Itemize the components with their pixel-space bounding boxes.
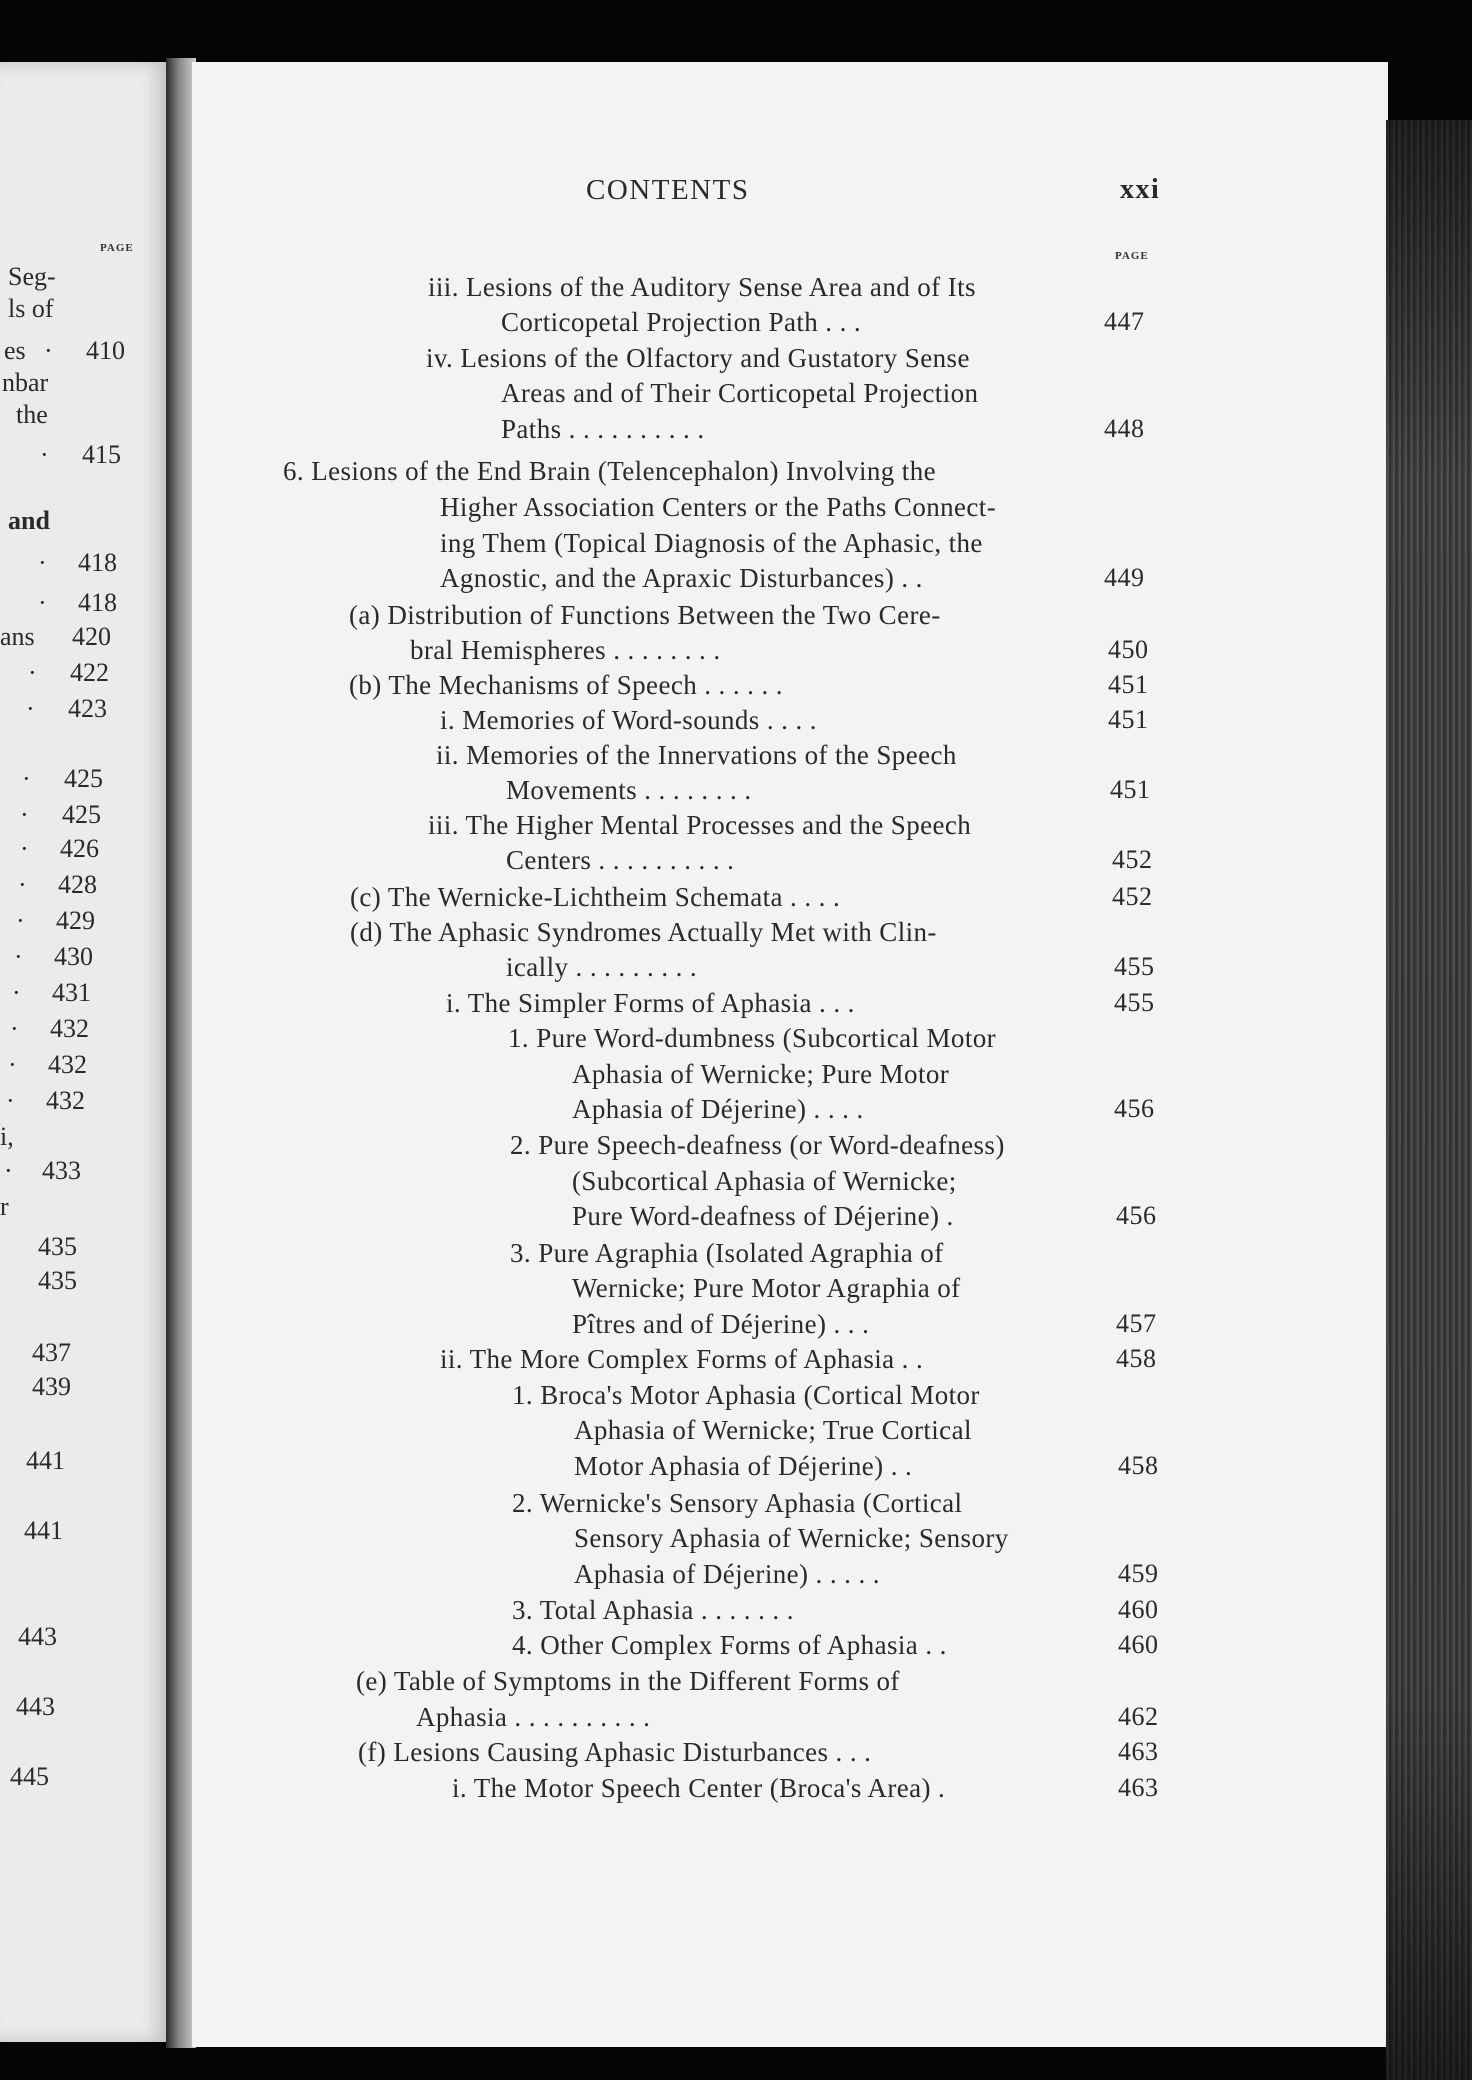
page-column-label: PAGE <box>1115 250 1149 262</box>
left-page-fragment: ans <box>0 622 35 651</box>
left-page-number: 423 <box>68 694 107 723</box>
entry-page-number: 457 <box>1116 1309 1157 1338</box>
left-page-number: 432 <box>46 1086 85 1115</box>
page-edge-shadow <box>1386 120 1472 2080</box>
left-page-number: 435 <box>38 1232 77 1261</box>
entry-line: 3. Pure Agraphia (Isolated Agraphia of <box>510 1238 944 1268</box>
left-page-number: 430 <box>54 942 93 971</box>
left-page-number: 415 <box>82 440 121 469</box>
entry-line: iii. The Higher Mental Processes and the Speech <box>428 810 972 840</box>
entry-line: 3. Total Aphasia . . . . . . . <box>512 1595 794 1625</box>
entry-page-number: 459 <box>1118 1559 1159 1588</box>
entry-page-number: 458 <box>1116 1344 1157 1373</box>
left-page-number: 441 <box>26 1446 65 1475</box>
entry-line: i. The Simpler Forms of Aphasia . . . <box>446 988 855 1018</box>
left-page-fragment: ls of <box>8 294 54 323</box>
entry-page-number: 450 <box>1108 635 1149 664</box>
left-page-number: 441 <box>24 1516 63 1545</box>
left-page-number: 435 <box>38 1266 77 1295</box>
left-page-number: 437 <box>32 1338 71 1367</box>
left-page-leader: · <box>20 834 29 863</box>
entry-page-number: 458 <box>1118 1451 1159 1480</box>
left-page-number: 425 <box>64 764 103 793</box>
left-page-leader: · <box>40 440 49 469</box>
entry-page-number: 455 <box>1114 988 1155 1017</box>
left-page-fragment: i, <box>0 1122 14 1151</box>
entry-page-number: 455 <box>1114 952 1155 981</box>
left-page-column-label: PAGE <box>100 242 134 254</box>
left-page-leader: · <box>12 978 21 1007</box>
entry-line: Agnostic, and the Apraxic Disturbances) . . <box>440 563 923 593</box>
entry-line: ing Them (Topical Diagnosis of the Aphasic, the <box>440 528 983 558</box>
entry-line: Pîtres and of Déjerine) . . . <box>572 1309 870 1339</box>
left-page-leader: · <box>18 870 27 899</box>
left-page-number: 410 <box>86 336 125 365</box>
entry-line: iii. Lesions of the Auditory Sense Area and of Its <box>428 272 976 302</box>
left-page-number: 432 <box>50 1014 89 1043</box>
left-page-leader: · <box>6 1086 15 1115</box>
entry-line: Wernicke; Pure Motor Agraphia of <box>572 1273 961 1303</box>
left-page-leader: · <box>38 548 47 577</box>
entry-page-number: 447 <box>1104 307 1145 336</box>
entry-page-number: 452 <box>1112 882 1153 911</box>
entry-line: (Subcortical Aphasia of Wernicke; <box>572 1166 957 1196</box>
entry-page-number: 463 <box>1118 1737 1159 1766</box>
entry-line: i. Memories of Word-sounds . . . . <box>440 705 817 735</box>
entry-line: Sensory Aphasia of Wernicke; Sensory <box>574 1523 1009 1553</box>
left-page-number: 418 <box>78 588 117 617</box>
entry-page-number: 463 <box>1118 1773 1159 1802</box>
left-page-number: 431 <box>52 978 91 1007</box>
entry-line: 2. Wernicke's Sensory Aphasia (Cortical <box>512 1488 963 1518</box>
entry-page-number: 451 <box>1108 670 1149 699</box>
entry-line: (d) The Aphasic Syndromes Actually Met with Clin- <box>350 917 937 947</box>
entry-line: Higher Association Centers or the Paths Connect- <box>440 492 997 522</box>
left-page-leader: · <box>28 658 37 687</box>
entry-line: (f) Lesions Causing Aphasic Disturbances . . . <box>358 1737 872 1767</box>
entry-line: Aphasia of Déjerine) . . . . . <box>574 1559 880 1589</box>
left-page-leader: · <box>8 1050 17 1079</box>
entry-page-number: 456 <box>1114 1094 1155 1123</box>
left-page-number: 443 <box>18 1622 57 1651</box>
left-page-number: 420 <box>72 622 111 651</box>
entry-line: 6. Lesions of the End Brain (Telencephalon) Involving the <box>283 456 936 486</box>
entry-line: 2. Pure Speech-deafness (or Word-deafness) <box>510 1130 1005 1160</box>
entry-line: Aphasia of Déjerine) . . . . <box>572 1094 864 1124</box>
entry-line: (b) The Mechanisms of Speech . . . . . . <box>349 670 783 700</box>
entry-line: 1. Pure Word-dumbness (Subcortical Motor <box>508 1023 997 1053</box>
left-page-number: 429 <box>56 906 95 935</box>
entry-page-number: 462 <box>1118 1702 1159 1731</box>
left-page-fragment: the <box>16 400 48 429</box>
left-page-number: 422 <box>70 658 109 687</box>
entry-line: 1. Broca's Motor Aphasia (Cortical Motor <box>512 1380 980 1410</box>
entry-page-number: 460 <box>1118 1595 1159 1624</box>
left-page-fragment: nbar <box>2 368 49 397</box>
entry-line: (a) Distribution of Functions Between the Two Cere- <box>349 600 941 630</box>
entry-line: (e) Table of Symptoms in the Different Forms of <box>356 1666 900 1696</box>
left-page-number: 445 <box>10 1762 49 1791</box>
left-page-fragment: es <box>4 336 26 365</box>
entry-line: Movements . . . . . . . . <box>506 775 752 805</box>
left-page-number: 432 <box>48 1050 87 1079</box>
entry-line: Motor Aphasia of Déjerine) . . <box>574 1451 913 1481</box>
left-page-leader: · <box>4 1156 13 1185</box>
left-page-leader: · <box>26 694 35 723</box>
entry-line: Pure Word-deafness of Déjerine) . <box>572 1201 954 1231</box>
left-page-number: 439 <box>32 1372 71 1401</box>
entry-line: ii. Memories of the Innervations of the Speech <box>436 740 957 770</box>
entry-page-number: 456 <box>1116 1201 1157 1230</box>
entry-line: Aphasia of Wernicke; True Cortical <box>574 1415 972 1445</box>
left-page-fragment: Seg- <box>8 262 56 291</box>
entry-line: Aphasia . . . . . . . . . . <box>416 1702 651 1732</box>
left-page-leader: · <box>16 906 25 935</box>
entry-line: (c) The Wernicke-Lichtheim Schemata . . . . <box>350 882 841 912</box>
left-page-fragment: r <box>0 1192 9 1221</box>
left-page-leader: · <box>38 588 47 617</box>
entry-line: Centers . . . . . . . . . . <box>506 845 735 875</box>
left-page-number: 418 <box>78 548 117 577</box>
left-page-number: 425 <box>62 800 101 829</box>
entry-line: bral Hemispheres . . . . . . . . <box>410 635 721 665</box>
entry-line: Corticopetal Projection Path . . . <box>501 307 862 337</box>
page-folio: xxi <box>1120 174 1161 205</box>
left-page-fragment: and <box>8 506 50 535</box>
left-page-leader: · <box>10 1014 19 1043</box>
entry-line: ii. The More Complex Forms of Aphasia . . <box>440 1344 924 1374</box>
left-page-number: 443 <box>16 1692 55 1721</box>
entry-page-number: 449 <box>1104 563 1145 592</box>
entry-line: Areas and of Their Corticopetal Projection <box>501 378 979 408</box>
left-page-leader: · <box>22 764 31 793</box>
entry-page-number: 460 <box>1118 1630 1159 1659</box>
left-page-leader: · <box>14 942 23 971</box>
entry-line: 4. Other Complex Forms of Aphasia . . <box>512 1630 947 1660</box>
running-head-title: CONTENTS <box>586 174 750 206</box>
entry-page-number: 451 <box>1110 775 1151 804</box>
entry-page-number: 448 <box>1104 414 1145 443</box>
left-page-number: 433 <box>42 1156 81 1185</box>
entry-line: iv. Lesions of the Olfactory and Gustatory Sense <box>426 343 970 373</box>
left-page-leader: · <box>44 336 53 365</box>
entry-page-number: 452 <box>1112 845 1153 874</box>
entry-line: i. The Motor Speech Center (Broca's Area) . <box>452 1773 946 1803</box>
entry-line: Paths . . . . . . . . . . <box>501 414 705 444</box>
entry-page-number: 451 <box>1108 705 1149 734</box>
entry-line: Aphasia of Wernicke; Pure Motor <box>572 1059 950 1089</box>
left-page-number: 426 <box>60 834 99 863</box>
entry-line: ically . . . . . . . . . <box>506 952 698 982</box>
left-page-number: 428 <box>58 870 97 899</box>
left-page-leader: · <box>20 800 29 829</box>
